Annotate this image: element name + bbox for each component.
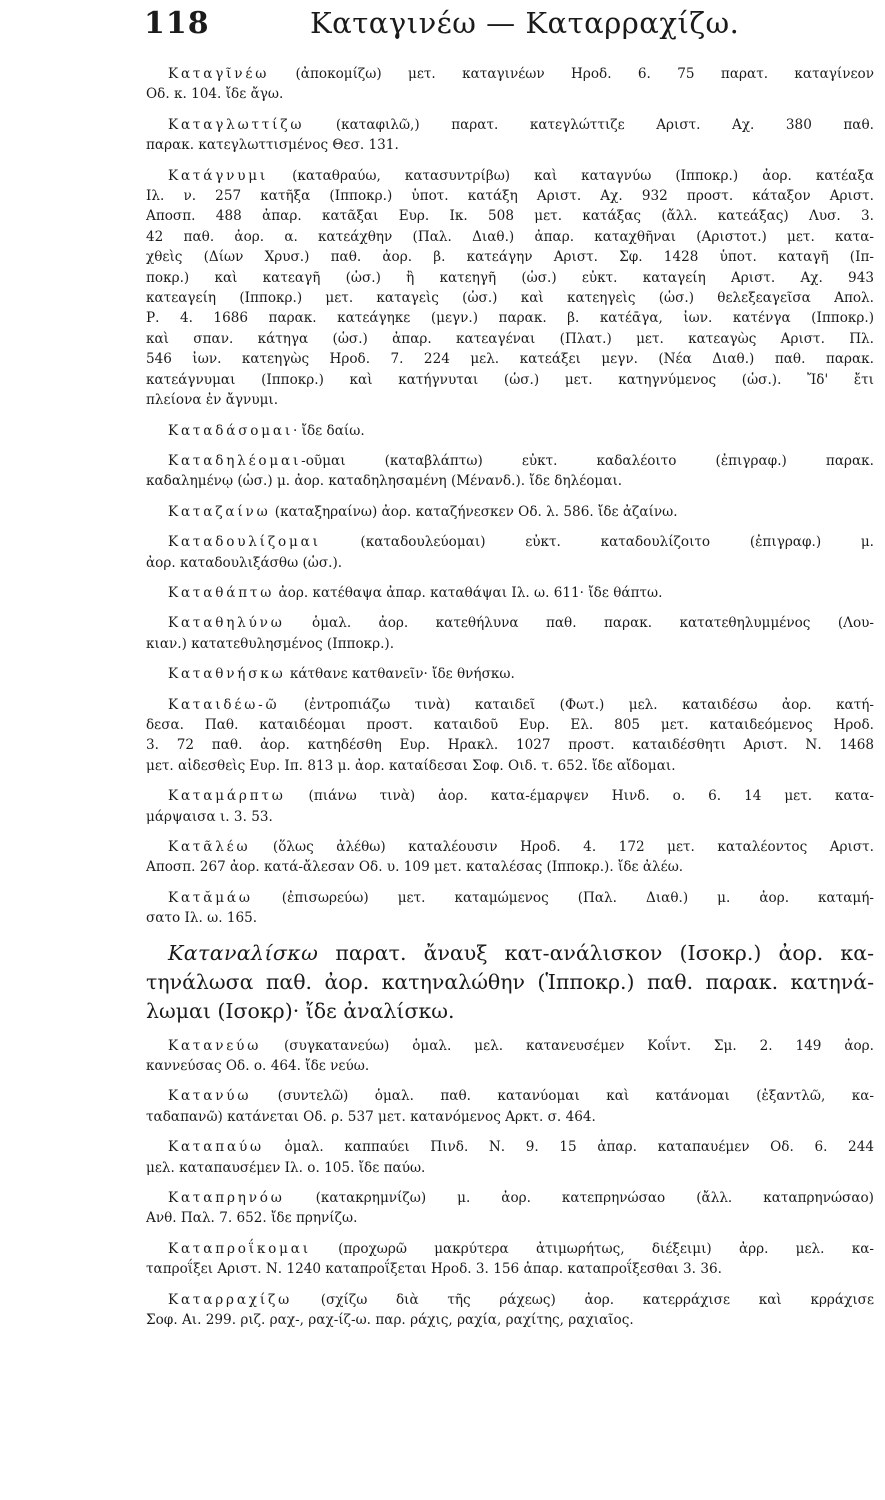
entry-line <box>146 613 874 633</box>
entry-text: (πιάνω τινὰ) ἀορ. κατα-έμαρψεν Ηινδ. ο. 6. 14 μετ. κατα- <box>285 788 874 805</box>
entry-text: ποκρ.) καὶ κατεαγῆ (ὡσ.) ἢ κατεηγῆ (ὡσ.) εὐκτ. καταγείη Αριστ. Αχ. 943 <box>146 269 874 286</box>
entry-line <box>146 756 874 776</box>
entry-headword: Καταδουλίζομαι <box>168 534 321 551</box>
entry-line <box>146 1158 874 1178</box>
entry-text: καννεύσας Οδ. ο. 464. ἴδε νεύω. <box>146 1058 370 1075</box>
entry-text: παρατ. ἄναυξ κατ-ανάλισκον (Ισοκρ.) ἀορ. κα- <box>318 940 874 965</box>
entry-headword: Καταγῖνέω <box>168 66 270 82</box>
entry-line <box>146 664 874 684</box>
dictionary-entry <box>146 613 874 654</box>
dictionary-entry <box>146 664 874 684</box>
dictionary-entry <box>146 115 874 156</box>
entry-line <box>146 715 874 735</box>
entry-line <box>146 583 874 603</box>
entry-line <box>146 1137 874 1157</box>
entry-line <box>146 288 874 308</box>
entry-line <box>146 471 874 491</box>
entry-line <box>146 1310 874 1330</box>
entry-line <box>146 888 874 908</box>
entry-line <box>146 1259 874 1279</box>
entry-line <box>146 206 874 226</box>
entry-line <box>146 390 874 410</box>
dictionary-entry <box>146 1188 874 1229</box>
entry-text: · ἴδε δαίω. <box>293 422 365 439</box>
entry-text: (σχίζω διὰ τῆς ράχεως) ἀορ. κατερράχισε καὶ κρράχισε <box>292 1291 874 1308</box>
entry-line <box>146 532 874 552</box>
entry-headword: Καταρραχίζω <box>168 1291 293 1308</box>
entry-headword: Καταναλίσκω <box>168 940 319 965</box>
dictionary-entry <box>146 1137 874 1178</box>
page-header <box>130 6 870 46</box>
running-head: Καταγινέω — Καταρραχίζω. <box>310 6 740 40</box>
entry-line <box>146 1107 874 1127</box>
entry-headword: Καταπρηνόω <box>168 1190 285 1207</box>
entry-text: κάτθανε κατθανεῖν· ἴδε θνήσκω. <box>285 666 515 683</box>
entry-headword: Καταγλωττίζω <box>168 116 305 133</box>
entry-line <box>146 553 874 573</box>
entry-line <box>146 186 874 206</box>
entry-line <box>146 329 874 349</box>
entry-text: Αποσπ. 267 ἀορ. κατά-ἄλεσαν Οδ. υ. 109 μετ. καταλέσας (Ιπποκρ.). ἴδε ἀλέω. <box>146 859 684 876</box>
entry-line <box>146 166 874 186</box>
dictionary-entry <box>146 1086 874 1127</box>
page-number: 118 <box>144 6 210 41</box>
entry-headword: Καταζαίνω <box>168 503 271 520</box>
entry-text: ταπροΐξει Αριστ. Ν. 1240 καταπροΐξεται Ηροδ. 3. 156 ἀπαρ. καταπροΐξεσθαι 3. 36. <box>146 1261 722 1278</box>
entry-text: Ανθ. Παλ. 7. 652. ἴδε πρηνίζω. <box>146 1210 358 1227</box>
entry-text: μάρψαισα ι. 3. 53. <box>146 808 273 825</box>
entry-text: (ἐπισωρεύω) μετ. καταμώμενος (Παλ. Διαθ.) μ. ἀορ. καταμή- <box>252 889 874 906</box>
dictionary-entry <box>146 166 874 411</box>
entry-line <box>146 1188 874 1208</box>
entry-line <box>146 939 874 968</box>
dictionary-entry <box>146 888 874 929</box>
entry-line <box>146 349 874 369</box>
entry-text: (καταξηραίνω) ἀορ. καταζήνεσκεν Οδ. λ. 586. ἴδε ἀζαίνω. <box>270 503 678 520</box>
entry-text: ἀορ. καταδουλιξάσθω (ὡσ.). <box>146 554 343 571</box>
entry-text: 42 παθ. ἀορ. α. κατεάχθην (Παλ. Διαθ.) ἀπαρ. καταχθῆναι (Αριστοτ.) μετ. κατα- <box>146 228 874 245</box>
dictionary-entries <box>146 64 874 1341</box>
entry-text: (προχωρῶ μακρύτερα ἀτιμωρήτως, διέξειμι) ἀρρ. μελ. κα- <box>310 1240 874 1257</box>
entry-headword: Καταθάπτω <box>168 584 275 601</box>
dictionary-entry <box>146 1290 874 1331</box>
dictionary-entry <box>146 1239 874 1280</box>
entry-text: 3. 72 παθ. ἀορ. κατηδέσθη Ευρ. Ηρακλ. 1027 προστ. καταιδέσθητι Αριστ. Ν. 1468 <box>146 737 874 754</box>
entry-text: -οῦμαι (καταβλάπτω) εὐκτ. καδαλέοιτο (ἐπιγραφ.) παρακ. <box>301 452 874 469</box>
entry-headword: Κατᾰμάω <box>168 889 253 906</box>
entry-text: Ρ. 4. 1686 παρακ. κατεάγηκε (μεγν.) παρακ. β. κατέᾱγα, ἰων. κατένγα (Ιπποκρ.) <box>146 310 874 327</box>
entry-text: μετ. αἰδεσθεὶς Ευρ. Ιπ. 813 μ. ἀορ. καταίδεσαι Σοφ. Οιδ. τ. 652. ἴδε αἴδομαι. <box>146 757 676 774</box>
entry-line <box>146 634 874 654</box>
entry-line <box>146 1208 874 1228</box>
entry-text: 546 ἰων. κατεηγὼς Ηροδ. 7. 224 μελ. κατεάξει μεγν. (Νέα Διαθ.) παθ. παρακ. <box>146 351 874 368</box>
entry-headword: Καταπροΐκομαι <box>168 1240 311 1257</box>
entry-text: ταδαπανῶ) κατάνεται Οδ. ρ. 537 μετ. κατανόμενος Αρκτ. σ. 464. <box>146 1108 596 1125</box>
entry-line <box>146 370 874 390</box>
entry-line <box>146 1036 874 1056</box>
entry-text: ὁμαλ. ἀορ. κατεθήλυνα παθ. παρακ. κατατεθηλυμμένος (Λου- <box>284 615 874 632</box>
entry-text: (συντελῶ) ὁμαλ. παθ. κατανύομαι καὶ κατάνομαι (ἐξαντλῶ, κα- <box>251 1088 874 1105</box>
entry-headword: Καταδηλέομαι <box>168 452 302 469</box>
entry-text: πλείονα ἐν ἄγνυμι. <box>146 392 279 409</box>
dictionary-entry <box>146 64 874 105</box>
entry-text: κατεάγνυμαι (Ιπποκρ.) καὶ κατήγνυται (ὡσ.) μετ. κατηγνύμενος (ὡσ.). Ἴδ' ἔτι <box>146 371 874 388</box>
entry-text: (ἀποκομίζω) μετ. καταγινέων Ηροδ. 6. 75 παρατ. καταγίνεον <box>269 66 874 82</box>
entry-line <box>146 1086 874 1106</box>
entry-text: (καταδουλεύομαι) εὐκτ. καταδουλίζοιτο (ἐπιγραφ.) μ. <box>320 534 874 551</box>
entry-text: καδαλημένῳ (ὡσ.) μ. ἀορ. καταδηλησαμένη (Μένανδ.). ἴδε δηλέομαι. <box>146 473 623 490</box>
entry-line <box>146 735 874 755</box>
entry-line <box>146 857 874 877</box>
entry-text: κατεαγείη (Ιπποκρ.) μετ. καταγεὶς (ὡσ.) καὶ κατεηγεὶς (ὡσ.) θελεξεαγεῖσα Απολ. <box>146 290 874 307</box>
entry-text: καὶ σπαν. κάτηγα (ὡσ.) ἀπαρ. κατεαγέναι (Πλατ.) μετ. κατεαγὼς Αριστ. Πλ. <box>146 330 874 347</box>
entry-line <box>146 308 874 328</box>
dictionary-entry <box>146 837 874 878</box>
entry-line <box>146 451 874 471</box>
entry-line <box>146 968 874 997</box>
entry-line <box>146 84 874 104</box>
entry-text: (κατακρημνίζω) μ. ἀορ. κατεπρηνώσαο (ἄλλ. καταπρηνώσαο) <box>284 1190 874 1207</box>
entry-text: (καταφιλῶ,) παρατ. κατεγλώττιζε Αριστ. Αχ. 380 παθ. <box>304 116 874 133</box>
entry-line <box>146 837 874 857</box>
entry-headword: Καταθνήσκω <box>168 666 286 683</box>
entry-headword: Καταπαύω <box>168 1139 264 1156</box>
entry-line <box>146 421 874 441</box>
entry-line <box>146 908 874 928</box>
dictionary-entry <box>146 532 874 573</box>
entry-text: Οδ. κ. 104. ἴδε ἄγω. <box>146 86 284 103</box>
entry-line <box>146 502 874 522</box>
entry-headword: Καταθηλύνω <box>168 615 285 632</box>
entry-text: δεσα. Παθ. καταιδέομαι προστ. καταιδοῦ Ευρ. Ελ. 805 μετ. καταιδεόμενος Ηροδ. <box>146 716 874 733</box>
entry-text: ὁμαλ. καππαύει Πινδ. Ν. 9. 15 ἀπαρ. καταπαυέμεν Οδ. 6. 244 <box>263 1139 874 1156</box>
dictionary-entry <box>146 502 874 522</box>
dictionary-entry <box>146 695 874 777</box>
entry-text: Ιλ. ν. 257 κατῆξα (Ιπποκρ.) ὑποτ. κατάξη Αριστ. Αχ. 932 προστ. κάταξον Αριστ. <box>146 188 874 205</box>
entry-headword: Καταμάρπτω <box>168 788 286 805</box>
entry-headword: Καταιδέω-ῶ <box>168 696 280 713</box>
entry-text: λωμαι (Ισοκρ)· ἴδε ἀναλίσκω. <box>146 998 455 1023</box>
entry-text: Σοφ. Αι. 299. ριζ. ραχ-, ραχ-ίζ-ω. παρ. ράχις, ραχία, ραχίτης, ραχιαῖος. <box>146 1312 634 1329</box>
entry-line <box>146 807 874 827</box>
dictionary-entry <box>146 451 874 492</box>
entry-text: (ὅλως ἀλέθω) καταλέουσιν Ηροδ. 4. 172 μετ. καταλέοντος Αριστ. <box>250 839 874 855</box>
dictionary-entry <box>146 1036 874 1077</box>
entry-line <box>146 695 874 715</box>
entry-line <box>146 135 874 155</box>
dictionary-entry <box>146 583 874 603</box>
entry-text: ἀορ. κατέθαψα ἀπαρ. καταθάψαι Ιλ. ω. 611· ἴδε θάπτω. <box>274 584 663 601</box>
entry-text: μελ. καταπαυσέμεν Ιλ. ο. 105. ἴδε παύω. <box>146 1159 426 1176</box>
entry-headword: Κατανύω <box>168 1088 252 1105</box>
entry-text: Αποσπ. 488 ἀπαρ. κατᾶξαι Ευρ. Ικ. 508 μετ. κατάξας (ἄλλ. κατεάξας) Λυσ. 3. <box>146 208 874 225</box>
dictionary-entry <box>146 421 874 441</box>
entry-line <box>146 1056 874 1076</box>
entry-text: κιαν.) κατατεθυλησμένος (Ιπποκρ.). <box>146 635 395 652</box>
entry-line <box>146 64 874 84</box>
entry-line <box>146 1290 874 1310</box>
entry-text: παρακ. κατεγλωττισμένος Θεσ. 131. <box>146 137 399 154</box>
entry-line <box>146 227 874 247</box>
entry-text: (ἐντροπιάζω τινὰ) καταιδεῖ (Φωτ.) μελ. καταιδέσω ἀορ. κατή- <box>279 696 874 713</box>
entry-line <box>146 268 874 288</box>
entry-headword: Καταδάσομαι <box>168 422 294 439</box>
entry-line <box>146 1239 874 1259</box>
dictionary-entry <box>146 939 874 1026</box>
entry-text: (καταθραύω, κατασυντρίβω) καὶ καταγνύω (Ιπποκρ.) ἀορ. κατέαξα <box>268 167 874 184</box>
entry-line <box>146 997 874 1026</box>
entry-text: (συγκατανεύω) ὁμαλ. μελ. κατανευσέμεν Κοΐντ. Σμ. 2. 149 ἀορ. <box>261 1037 874 1054</box>
dictionary-entry <box>146 786 874 827</box>
entry-text: τηνάλωσα παθ. ἀορ. κατηναλώθην (Ἱπποκρ.) παθ. παρακ. κατηνά- <box>146 969 874 994</box>
entry-headword: Κατᾶλέω <box>168 839 251 855</box>
entry-line <box>146 786 874 806</box>
entry-headword: Κατάγνυμι <box>168 167 269 184</box>
entry-text: σατο Ιλ. ω. 165. <box>146 910 258 927</box>
entry-text: χθεὶς (Δίων Χρυσ.) παθ. ἀορ. β. κατεάγην Αριστ. Σφ. 1428 ὑποτ. καταγῆ (Ιπ- <box>146 249 874 266</box>
entry-line <box>146 115 874 135</box>
entry-headword: Κατανεύω <box>168 1037 262 1054</box>
entry-line <box>146 247 874 267</box>
